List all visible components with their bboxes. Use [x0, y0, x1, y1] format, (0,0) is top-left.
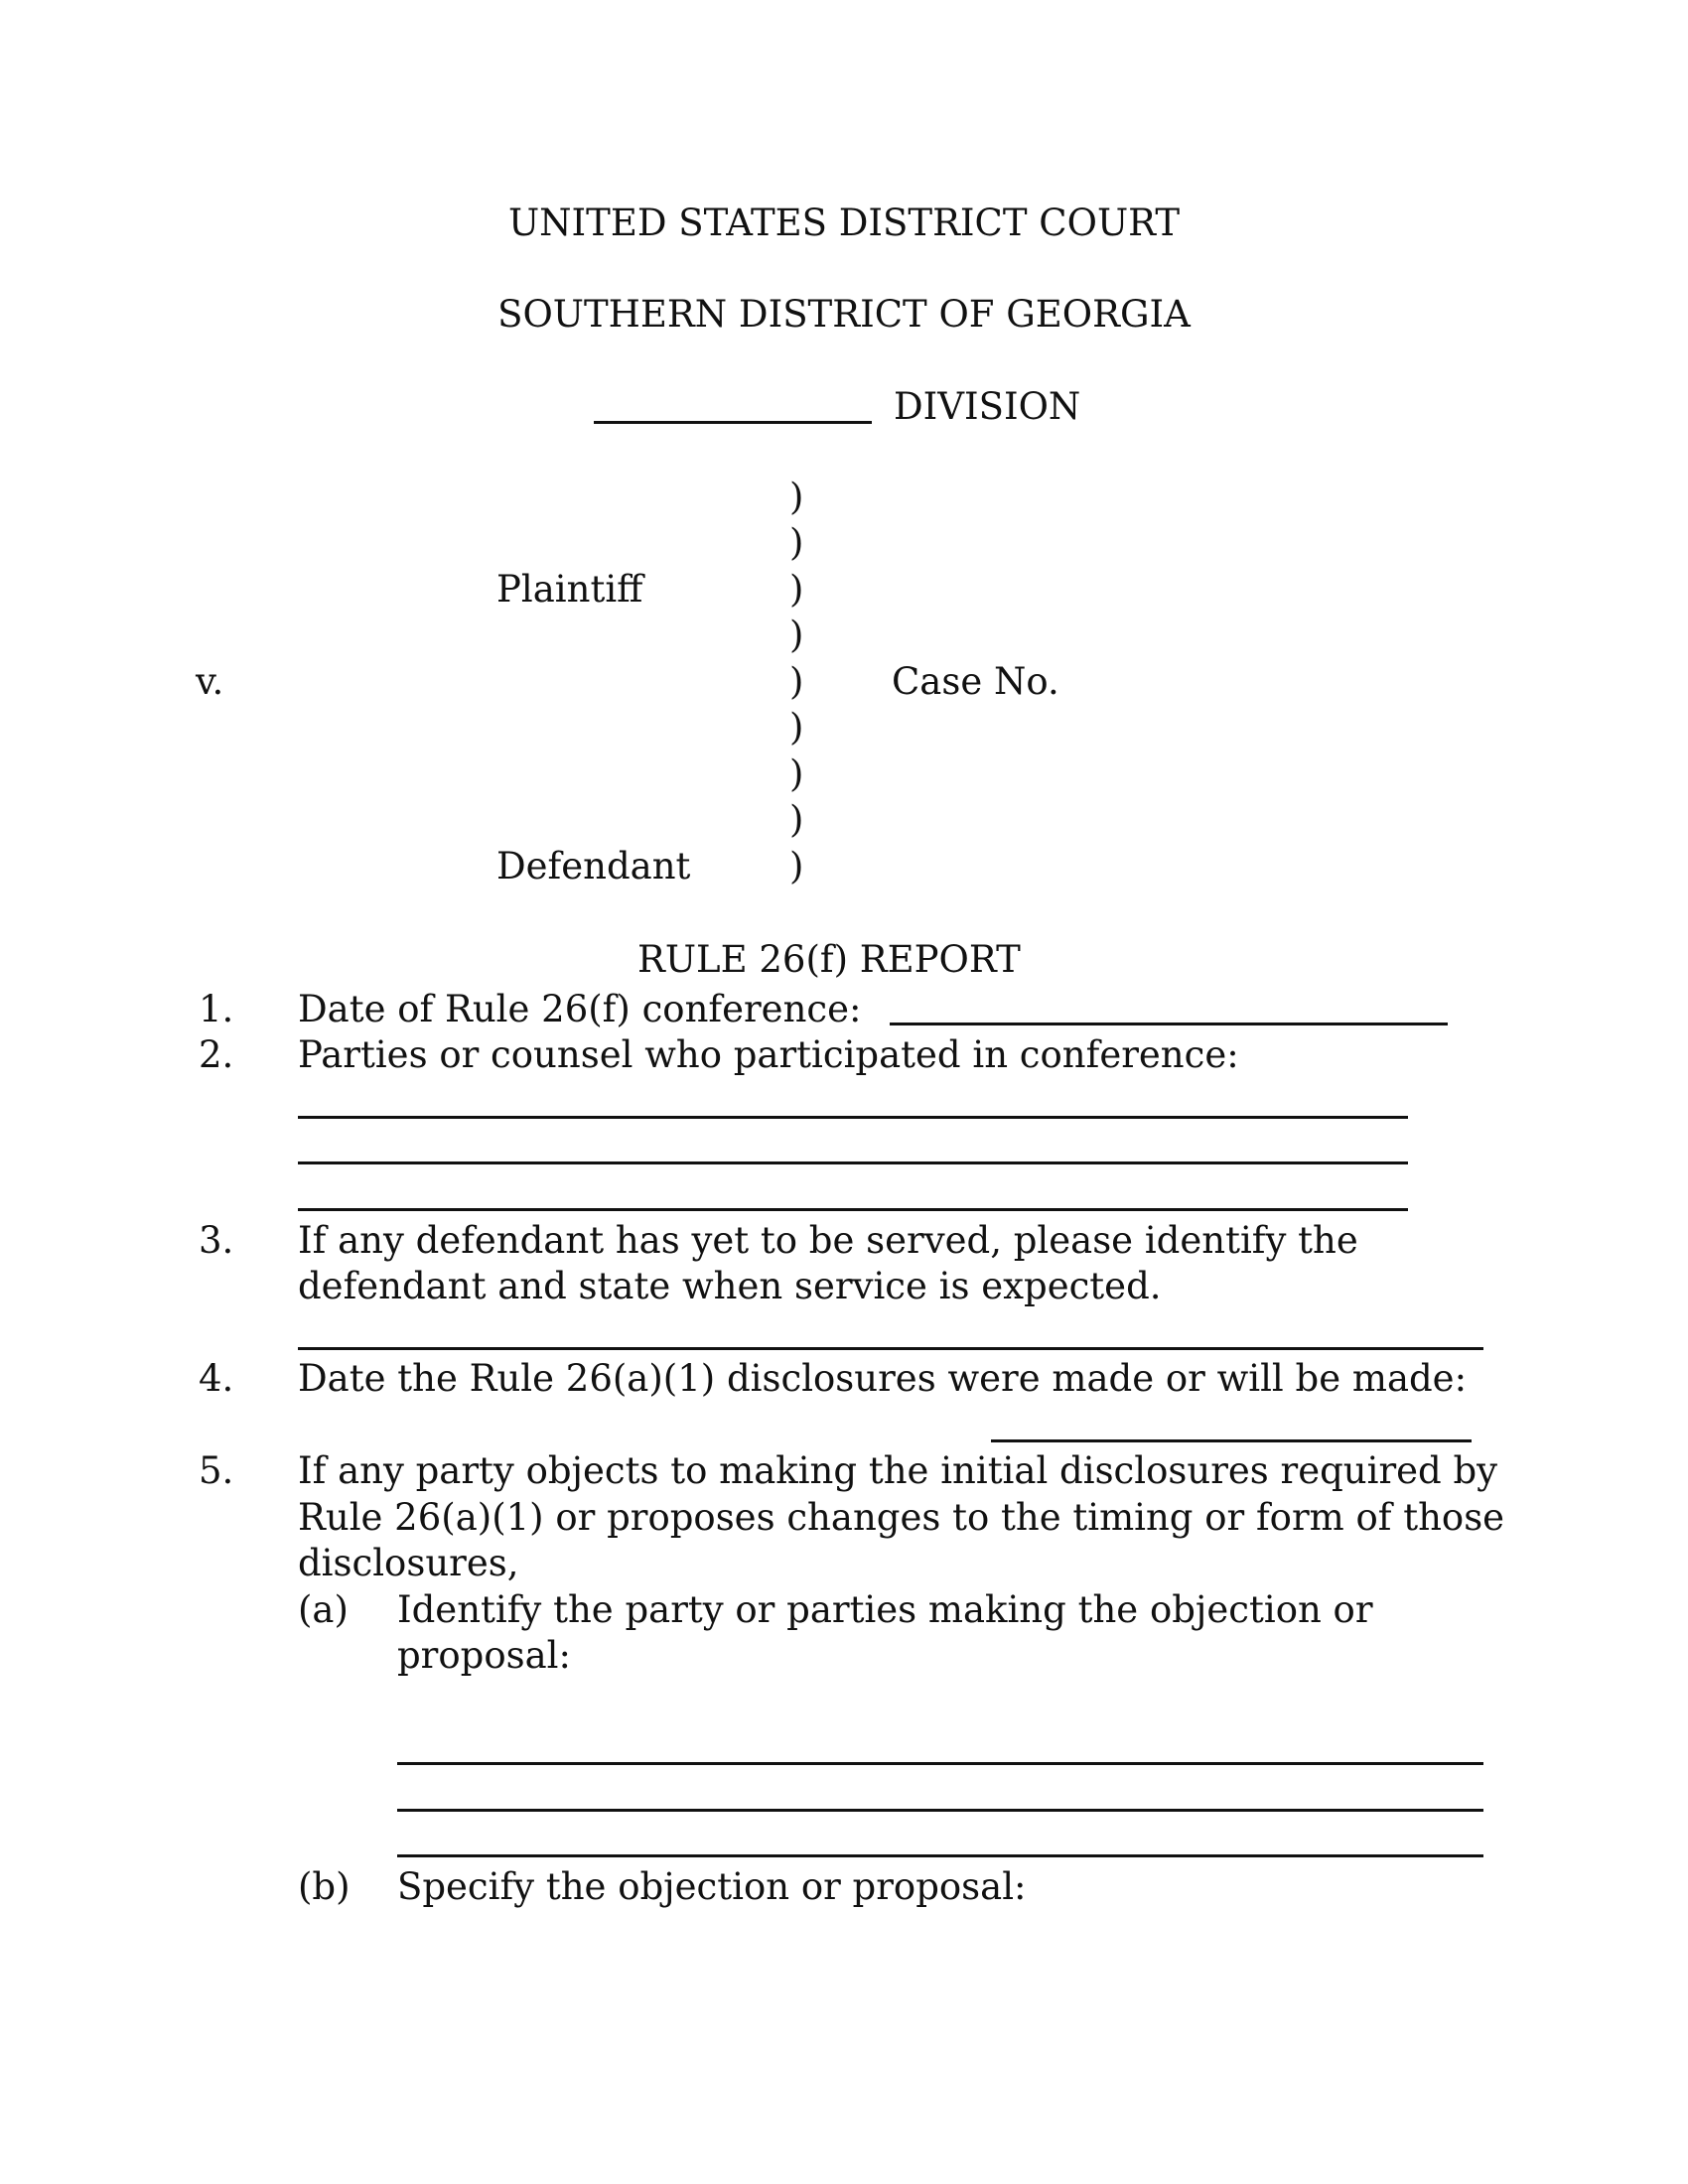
item-text: Parties or counsel who participated in conference: — [298, 1033, 1239, 1076]
item-text: Date of Rule 26(f) conference: — [298, 988, 862, 1030]
item-number: 2. — [199, 1033, 234, 1076]
conference-date-blank[interactable] — [890, 1023, 1448, 1025]
plaintiff-label: Plaintiff — [496, 568, 643, 611]
subitem-text: Specify the objection or proposal: — [397, 1865, 1027, 1908]
caption-paren: ) — [789, 798, 804, 841]
versus-label: v. — [196, 660, 224, 703]
objecting-party-blank[interactable] — [397, 1762, 1483, 1765]
division-blank[interactable] — [594, 421, 872, 424]
service-blank[interactable] — [298, 1347, 1483, 1350]
item-text: defendant and state when service is expected. — [298, 1265, 1162, 1307]
caption-paren: ) — [789, 660, 804, 703]
subitem-label: (a) — [298, 1588, 349, 1631]
caption-paren: ) — [789, 845, 804, 887]
caption-paren: ) — [789, 706, 804, 749]
item-number: 4. — [199, 1357, 234, 1400]
caption-paren: ) — [789, 521, 804, 564]
caption-paren: ) — [789, 752, 804, 795]
caption-paren: ) — [789, 476, 804, 518]
item-number: 1. — [199, 988, 234, 1030]
disclosure-date-blank[interactable] — [991, 1439, 1472, 1442]
subitem-text: Identify the party or parties making the objection or — [397, 1588, 1373, 1631]
case-number-label: Case No. — [892, 660, 1059, 703]
subitem-label: (b) — [298, 1865, 351, 1908]
report-title: RULE 26(f) REPORT — [637, 938, 1021, 981]
participants-blank[interactable] — [298, 1161, 1408, 1164]
subitem-text: proposal: — [397, 1634, 571, 1677]
court-name: UNITED STATES DISTRICT COURT — [507, 202, 1181, 244]
district-name: SOUTHERN DISTRICT OF GEORGIA — [497, 293, 1191, 336]
caption-paren: ) — [789, 568, 804, 611]
item-text: Rule 26(a)(1) or proposes changes to the timing or form of those — [298, 1496, 1505, 1539]
item-text: Date the Rule 26(a)(1) disclosures were made or will be made: — [298, 1357, 1468, 1400]
item-text: If any party objects to making the initial disclosures required by — [298, 1449, 1498, 1492]
caption-paren: ) — [789, 614, 804, 656]
item-number: 5. — [199, 1449, 234, 1492]
participants-blank[interactable] — [298, 1116, 1408, 1119]
item-text: disclosures, — [298, 1542, 519, 1584]
objecting-party-blank[interactable] — [397, 1854, 1483, 1857]
division-label: DIVISION — [894, 385, 1081, 428]
item-number: 3. — [199, 1219, 234, 1262]
objecting-party-blank[interactable] — [397, 1809, 1483, 1812]
defendant-label: Defendant — [496, 845, 691, 887]
item-text: If any defendant has yet to be served, please identify the — [298, 1219, 1358, 1262]
participants-blank[interactable] — [298, 1208, 1408, 1211]
